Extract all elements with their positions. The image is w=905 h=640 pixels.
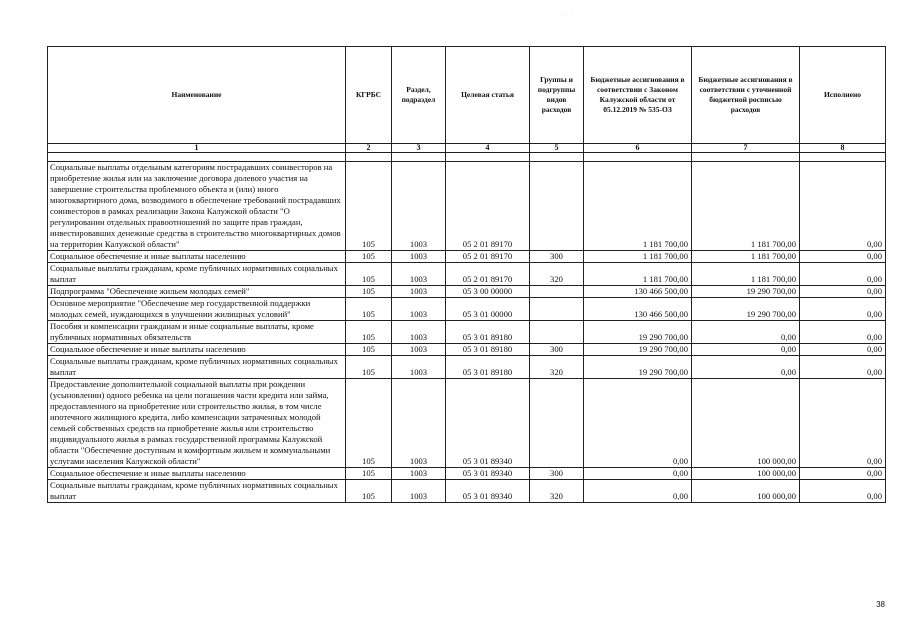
- column-number: 7: [692, 144, 800, 153]
- column-number: 8: [800, 144, 886, 153]
- row-refined-amount-cell: 100 000,00: [692, 379, 800, 468]
- budget-table: [47, 46, 886, 503]
- row-name-cell: Социальные выплаты гражданам, кроме публичных нормативных социальных выплат: [48, 356, 346, 379]
- row-target-cell: 05 2 01 89170: [446, 251, 530, 263]
- row-kgrbs-cell: 105: [346, 468, 392, 480]
- row-section-cell: 1003: [392, 298, 446, 321]
- row-kgrbs-cell: 105: [346, 379, 392, 468]
- row-target-cell: 05 3 01 89340: [446, 468, 530, 480]
- row-done-amount-cell: 0,00: [800, 286, 886, 298]
- row-name-cell: Социальные выплаты гражданам, кроме публичных нормативных социальных выплат: [48, 480, 346, 503]
- row-target-cell: 05 2 01 89170: [446, 263, 530, 286]
- header-law: Бюджетные ассигнования в соответствии с Законом Калужской области от 05.12.2019 № 535-ОЗ: [584, 47, 692, 144]
- spacer-row: [48, 153, 886, 162]
- row-kgrbs-cell: 105: [346, 286, 392, 298]
- row-section-cell: 1003: [392, 480, 446, 503]
- row-group-cell: 320: [530, 356, 584, 379]
- column-number: 2: [346, 144, 392, 153]
- row-section-cell: 1003: [392, 263, 446, 286]
- table-header-row: [48, 47, 886, 144]
- row-kgrbs-cell: 105: [346, 321, 392, 344]
- row-kgrbs-cell: 105: [346, 162, 392, 251]
- row-done-amount-cell: 0,00: [800, 321, 886, 344]
- column-number: 1: [48, 144, 346, 153]
- row-kgrbs-cell: 105: [346, 263, 392, 286]
- header-kgrbs: КГРБС: [346, 47, 392, 144]
- row-group-cell: 300: [530, 251, 584, 263]
- row-law-amount-cell: 1 181 700,00: [584, 251, 692, 263]
- table-row: [48, 468, 886, 480]
- header-done: Исполнено: [800, 47, 886, 144]
- row-done-amount-cell: 0,00: [800, 468, 886, 480]
- row-group-cell: 300: [530, 468, 584, 480]
- row-section-cell: 1003: [392, 379, 446, 468]
- row-law-amount-cell: 0,00: [584, 480, 692, 503]
- budget-document: [47, 46, 885, 503]
- table-row: [48, 321, 886, 344]
- row-name-cell: Пособия и компенсации гражданам и иные социальные выплаты, кроме публичных нормативных обязательств: [48, 321, 346, 344]
- header-section: Раздел, подраздел: [392, 47, 446, 144]
- row-kgrbs-cell: 105: [346, 344, 392, 356]
- row-law-amount-cell: 1 181 700,00: [584, 263, 692, 286]
- row-law-amount-cell: 19 290 700,00: [584, 344, 692, 356]
- row-kgrbs-cell: 105: [346, 298, 392, 321]
- row-done-amount-cell: 0,00: [800, 356, 886, 379]
- row-done-amount-cell: 0,00: [800, 480, 886, 503]
- header-name: Наименование: [48, 47, 346, 144]
- row-group-cell: [530, 321, 584, 344]
- row-name-cell: Основное мероприятие "Обеспечение мер государственной поддержки молодых семей, нуждающихся в улучшении жилищных условий": [48, 298, 346, 321]
- row-law-amount-cell: 130 466 500,00: [584, 298, 692, 321]
- table-row: [48, 263, 886, 286]
- row-done-amount-cell: 0,00: [800, 298, 886, 321]
- table-row: [48, 298, 886, 321]
- row-law-amount-cell: 19 290 700,00: [584, 321, 692, 344]
- row-done-amount-cell: 0,00: [800, 379, 886, 468]
- row-group-cell: 300: [530, 344, 584, 356]
- table-row: [48, 251, 886, 263]
- row-group-cell: [530, 286, 584, 298]
- row-name-cell: Социальное обеспечение и иные выплаты населению: [48, 344, 346, 356]
- row-section-cell: 1003: [392, 251, 446, 263]
- row-target-cell: 05 3 01 89180: [446, 321, 530, 344]
- row-target-cell: 05 3 01 89340: [446, 480, 530, 503]
- column-number: 3: [392, 144, 446, 153]
- row-refined-amount-cell: 100 000,00: [692, 480, 800, 503]
- row-group-cell: 320: [530, 480, 584, 503]
- page-number: 38: [876, 600, 885, 609]
- column-number: 6: [584, 144, 692, 153]
- row-name-cell: Социальное обеспечение и иные выплаты населению: [48, 468, 346, 480]
- header-target: Целевая статья: [446, 47, 530, 144]
- row-law-amount-cell: 0,00: [584, 468, 692, 480]
- row-group-cell: 320: [530, 263, 584, 286]
- table-row: [48, 286, 886, 298]
- row-target-cell: 05 2 01 89170: [446, 162, 530, 251]
- row-law-amount-cell: 130 466 500,00: [584, 286, 692, 298]
- row-kgrbs-cell: 105: [346, 480, 392, 503]
- row-section-cell: 1003: [392, 356, 446, 379]
- row-target-cell: 05 3 01 89180: [446, 344, 530, 356]
- row-group-cell: [530, 379, 584, 468]
- row-refined-amount-cell: 0,00: [692, 356, 800, 379]
- row-name-cell: Предоставление дополнительной социальной выплаты при рождении (усыновлении) одного ребенка на цели погашения части кредита или займа, предоставленного на приобретение или строительство жилья, в том числе ипотечного жилищного кредита, либо компенсации затраченных молодой семьей собственных средств на приобретение жилья или строительство индивидуального жилья в рамках государственной программы Калужской области "Обеспечение доступным и комфортным жильем и коммунальными услугами населения Калужской области": [48, 379, 346, 468]
- row-group-cell: [530, 162, 584, 251]
- row-refined-amount-cell: 0,00: [692, 344, 800, 356]
- row-kgrbs-cell: 105: [346, 356, 392, 379]
- header-refined: Бюджетные ассигнования в соответствии с уточненной бюджетной росписью расходов: [692, 47, 800, 144]
- row-kgrbs-cell: 105: [346, 251, 392, 263]
- row-section-cell: 1003: [392, 321, 446, 344]
- column-number: 4: [446, 144, 530, 153]
- scan-mark: · · ·: [560, 12, 574, 18]
- row-done-amount-cell: 0,00: [800, 344, 886, 356]
- row-refined-amount-cell: 100 000,00: [692, 468, 800, 480]
- row-name-cell: Подпрограмма "Обеспечение жильем молодых семей": [48, 286, 346, 298]
- column-number: 5: [530, 144, 584, 153]
- row-target-cell: 05 3 01 00000: [446, 298, 530, 321]
- row-target-cell: 05 3 01 89180: [446, 356, 530, 379]
- table-row: [48, 356, 886, 379]
- row-refined-amount-cell: 1 181 700,00: [692, 251, 800, 263]
- row-refined-amount-cell: 19 290 700,00: [692, 298, 800, 321]
- table-row: [48, 480, 886, 503]
- row-done-amount-cell: 0,00: [800, 162, 886, 251]
- row-refined-amount-cell: 1 181 700,00: [692, 263, 800, 286]
- row-section-cell: 1003: [392, 468, 446, 480]
- row-name-cell: Социальные выплаты отдельным категориям пострадавших соинвесторов на приобретение жилья или на заключение договора долевого участия на завершение строительства проблемного объекта и (или) иного многоквартирного дома, возводимого в обеспечение требований пострадавших соинвесторов в рамках реализации Закона Калужской области "О регулировании отдельных правоотношений по защите прав граждан, инвестировавших денежные средства в строительство многоквартирных домов на территории Калужской области": [48, 162, 346, 251]
- row-done-amount-cell: 0,00: [800, 263, 886, 286]
- row-refined-amount-cell: 0,00: [692, 321, 800, 344]
- row-section-cell: 1003: [392, 344, 446, 356]
- row-refined-amount-cell: 19 290 700,00: [692, 286, 800, 298]
- row-group-cell: [530, 298, 584, 321]
- table-row: [48, 162, 886, 251]
- row-done-amount-cell: 0,00: [800, 251, 886, 263]
- row-target-cell: 05 3 01 89340: [446, 379, 530, 468]
- row-refined-amount-cell: 1 181 700,00: [692, 162, 800, 251]
- table-row: [48, 344, 886, 356]
- row-name-cell: Социальное обеспечение и иные выплаты населению: [48, 251, 346, 263]
- row-law-amount-cell: 19 290 700,00: [584, 356, 692, 379]
- row-target-cell: 05 3 00 00000: [446, 286, 530, 298]
- row-section-cell: 1003: [392, 286, 446, 298]
- column-number-row: [48, 144, 886, 153]
- table-row: [48, 379, 886, 468]
- header-groups: Группы и подгруппы видов расходов: [530, 47, 584, 144]
- row-section-cell: 1003: [392, 162, 446, 251]
- row-law-amount-cell: 0,00: [584, 379, 692, 468]
- row-name-cell: Социальные выплаты гражданам, кроме публичных нормативных социальных выплат: [48, 263, 346, 286]
- row-law-amount-cell: 1 181 700,00: [584, 162, 692, 251]
